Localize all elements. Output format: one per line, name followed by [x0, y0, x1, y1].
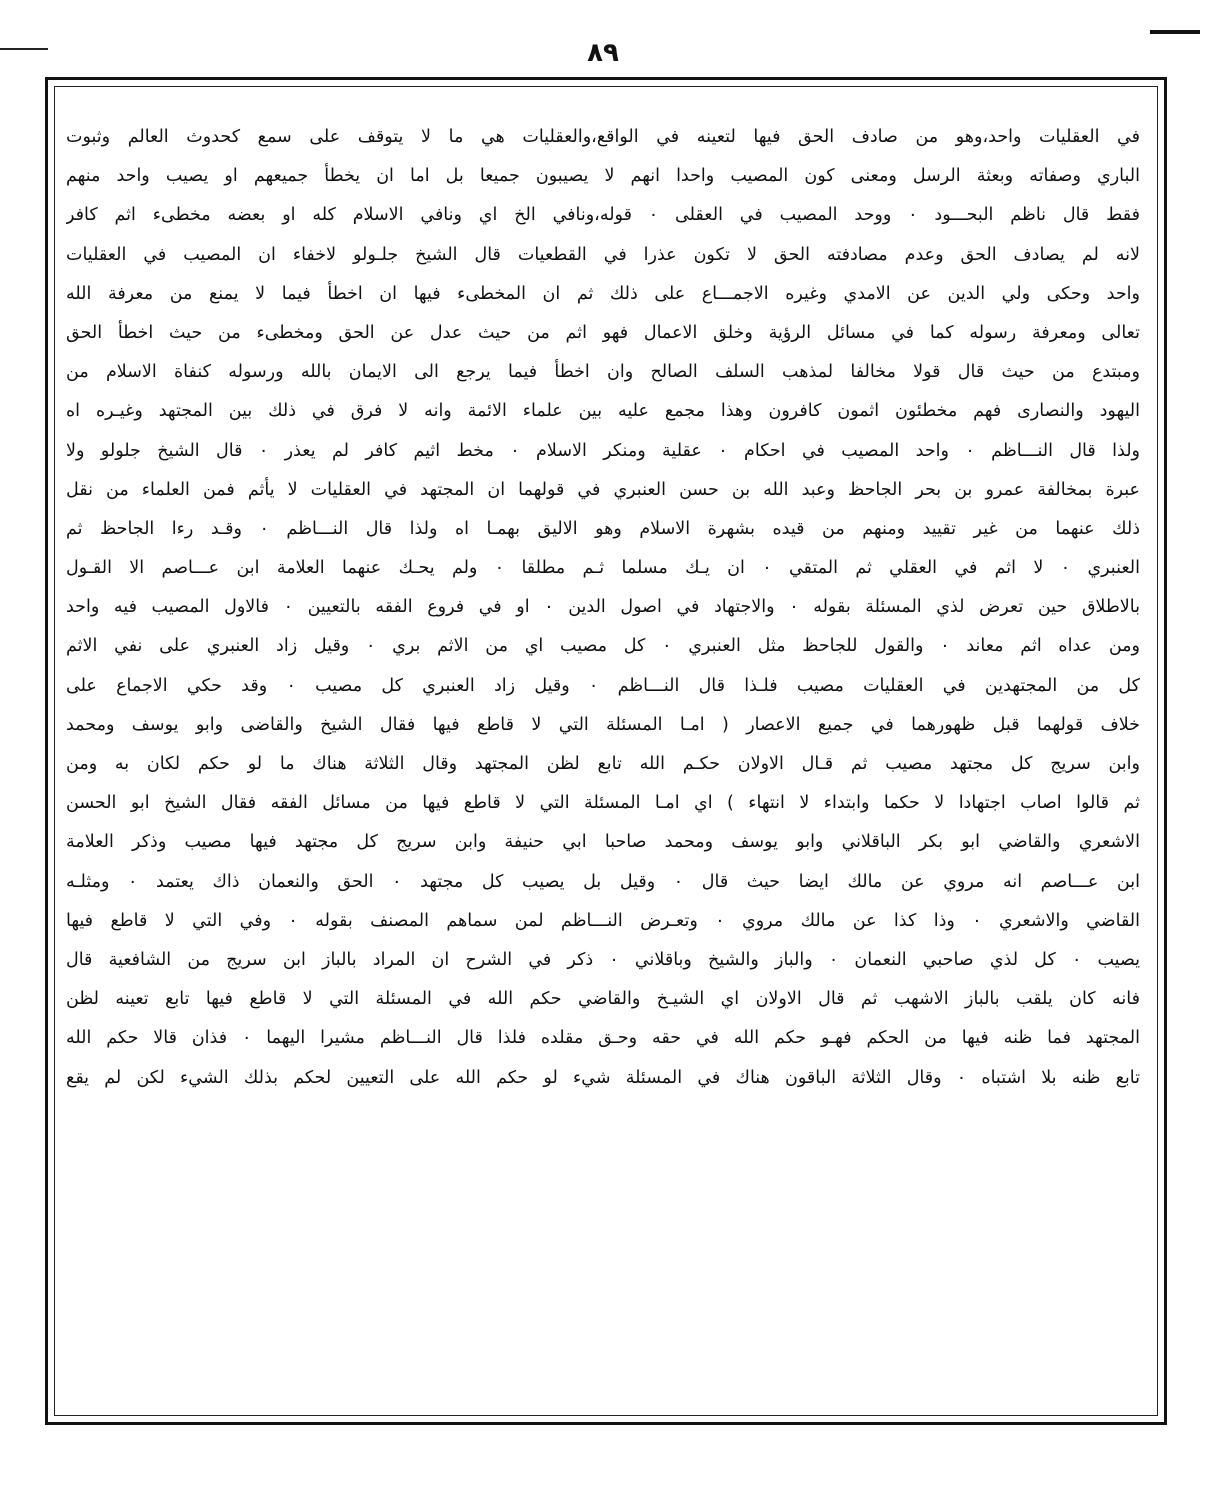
text-line: يصيب ٠ كل لذي صاحبي النعمان ٠ والباز والشيخ وباقلاني ٠ ذكر في الشرح ان المراد بالباز ابن سريج من الشافعية قال [66, 949, 1140, 970]
text-line: تعالى ومعرفة رسوله كما في مسائل الرؤية وخلق الاعمال فهو اثم من حيث عدل عن الحق ومخطىء من حيث اخطأ الحق [66, 322, 1140, 343]
main-text-block [66, 118, 1140, 1408]
text-line: ولذا قال النـــاظم ٠ واحد المصيب في احكام ٠ عقلية ومنكر الاسلام ٠ مخط اثيم كافر لم يعذر ٠ قال الشيخ جلولو ولا [66, 440, 1140, 461]
text-line: واحد وحكى ولي الدين عن الامدي وغيره الاجمـــاع على ذلك ثم ان المخطىء فيها ان اخطأ فيما لا يمنع من معرفة الله [66, 283, 1140, 304]
text-line: ذلك عنهما من غير تقييد ومنهم من قيده بشهرة الاسلام وهو الاليق بهمـا اه ولذا قال النـــاظم ٠ وقـد رءا الجاحظ ثم [66, 518, 1140, 539]
text-line: لانه لم يصادف الحق وعدم مصادفته الحق لا تكون عذرا في القطعيات قال الشيخ جلـولو لاخفاء ان المصيب في العقليات [66, 244, 1140, 265]
text-line: ثم قالوا اصاب اجتهادا لا حكما وابتداء لا انتهاء ) اي امـا المسئلة التي لا قاطع فيها من مسائل الفقه فقال الشيخ ابو الحسن [66, 793, 1140, 814]
text-line: اليهود والنصارى فهم مخطئون اثمون كافرون وهذا مجمع عليه بين علماء الائمة وانه لا فرق في ذلك بين المجتهد وغيـره اه [66, 401, 1140, 422]
text-line: الاشعري والقاضي ابو بكر الباقلاني وابو يوسف ومحمد صاحبا ابي حنيفة وابن سريج كل مجتهد فيها مصيب وذكر العلامة [66, 832, 1140, 853]
text-line: فانه كان يلقب بالباز الاشهب ثم قال الاولان اي الشيـخ والقاضي حكم الله في المسئلة التي لا قاطع فيها تابع تعينه لظن [66, 989, 1140, 1010]
text-line: تابع ظنه بلا اشتباه ٠ وقال الثلاثة الباقون هناك في المسئلة شيء لو حكم الله على التعيين لحكم بذلك الشيء لكن لم يقع [66, 1067, 1140, 1088]
page-number: ٨٩ [587, 38, 619, 68]
text-line: خلاف قولهما قبل ظهورهما في جميع الاعصار ( امـا المسئلة التي لا قاطع فيها فقال الشيخ والقاضى وابو يوسف ومحمد [66, 714, 1140, 735]
text-line: ابن عـــاصم انه مروي عن مالك ايضا حيث قال ٠ وقيل بل يصيب كل مجتهد ٠ الحق والنعمان ذاك يعتمد ٠ ومثلـه [66, 871, 1140, 892]
text-line: ومن عداه اثم معاند ٠ والقول للجاحظ مثل العنبري ٠ كل مصيب اي من الاثم بري ٠ وقيل زاد العنبري على نفي الاثم [66, 636, 1140, 657]
text-line: العنبري ٠ لا اثم في العقلي ثم المتقي ٠ ان يـك مسلما ثـم مطلقا ٠ ولم يحـك عنهما العلامة ابن عـــاصم الا القـول [66, 558, 1140, 579]
text-line: القاضي والاشعري ٠ وذا كذا عن مالك مروي ٠ وتعـرض النـــاظم لمن سماهم المصنف بقوله ٠ وفي التي لا قاطع فيها [66, 910, 1140, 931]
top-right-rule [1150, 30, 1200, 34]
text-line: عبرة بمخالفة عمرو بن بحر الجاحظ وعبد الله بن حسن العنبري في قولهما ان المجتهد في العقليات لا يأثم فمن العلماء من نقل [66, 479, 1140, 500]
text-line: المجتهد فما ظنه فيها من الحكم فهـو حكم الله في حقه وحـق مقلده فلذا قال النـــاظم مشيرا اليهما ٠ فذان قالا حكم الله [66, 1028, 1140, 1049]
text-line: فقط قال ناظم البحـــود ٠ ووحد المصيب في العقلى ٠ قوله،ونافي الخ اي ونافي الاسلام كله او بعضه مخطىء اثم كافر [66, 205, 1140, 226]
text-line: في العقليات واحد،وهو من صادف الحق فيها لتعينه في الواقع،والعقليات هي ما لا يتوقف على سمع كحدوث العالم وثبوت [66, 127, 1140, 147]
text-line: وابن سريج كل مجتهد مصيب ثم قـال الاولان حكـم الله تابع لظن المجتهد وقال الثلاثة هناك ما لو حكم لكان به ومن [66, 754, 1140, 774]
text-line: ومبتدع من حيث قال قولا مخالفا لمذهب السلف الصالح وان اخطأ فيما يرجع الى الايمان بالله ورسوله كنفاة الاسلام من [66, 362, 1140, 383]
text-line: بالاطلاق حين تعرض لذي المسئلة بقوله ٠ والاجتهاد في اصول الدين ٠ او في فروع الفقه بالتعيين ٠ فالاول المصيب فيه واحد [66, 597, 1140, 618]
text-line: الباري وصفاته وبعثة الرسل ومعنى كون المصيب واحدا انهم لا يصيبون جميعا بل اما ان يخطأ جميعهم او يصيب واحد منهم [66, 166, 1140, 187]
text-line: كل من المجتهدين في العقليات مصيب فلـذا قال النـــاظم ٠ وقيل زاد العنبري كل مصيب ٠ وقد حكي الاجماع على [66, 675, 1140, 696]
